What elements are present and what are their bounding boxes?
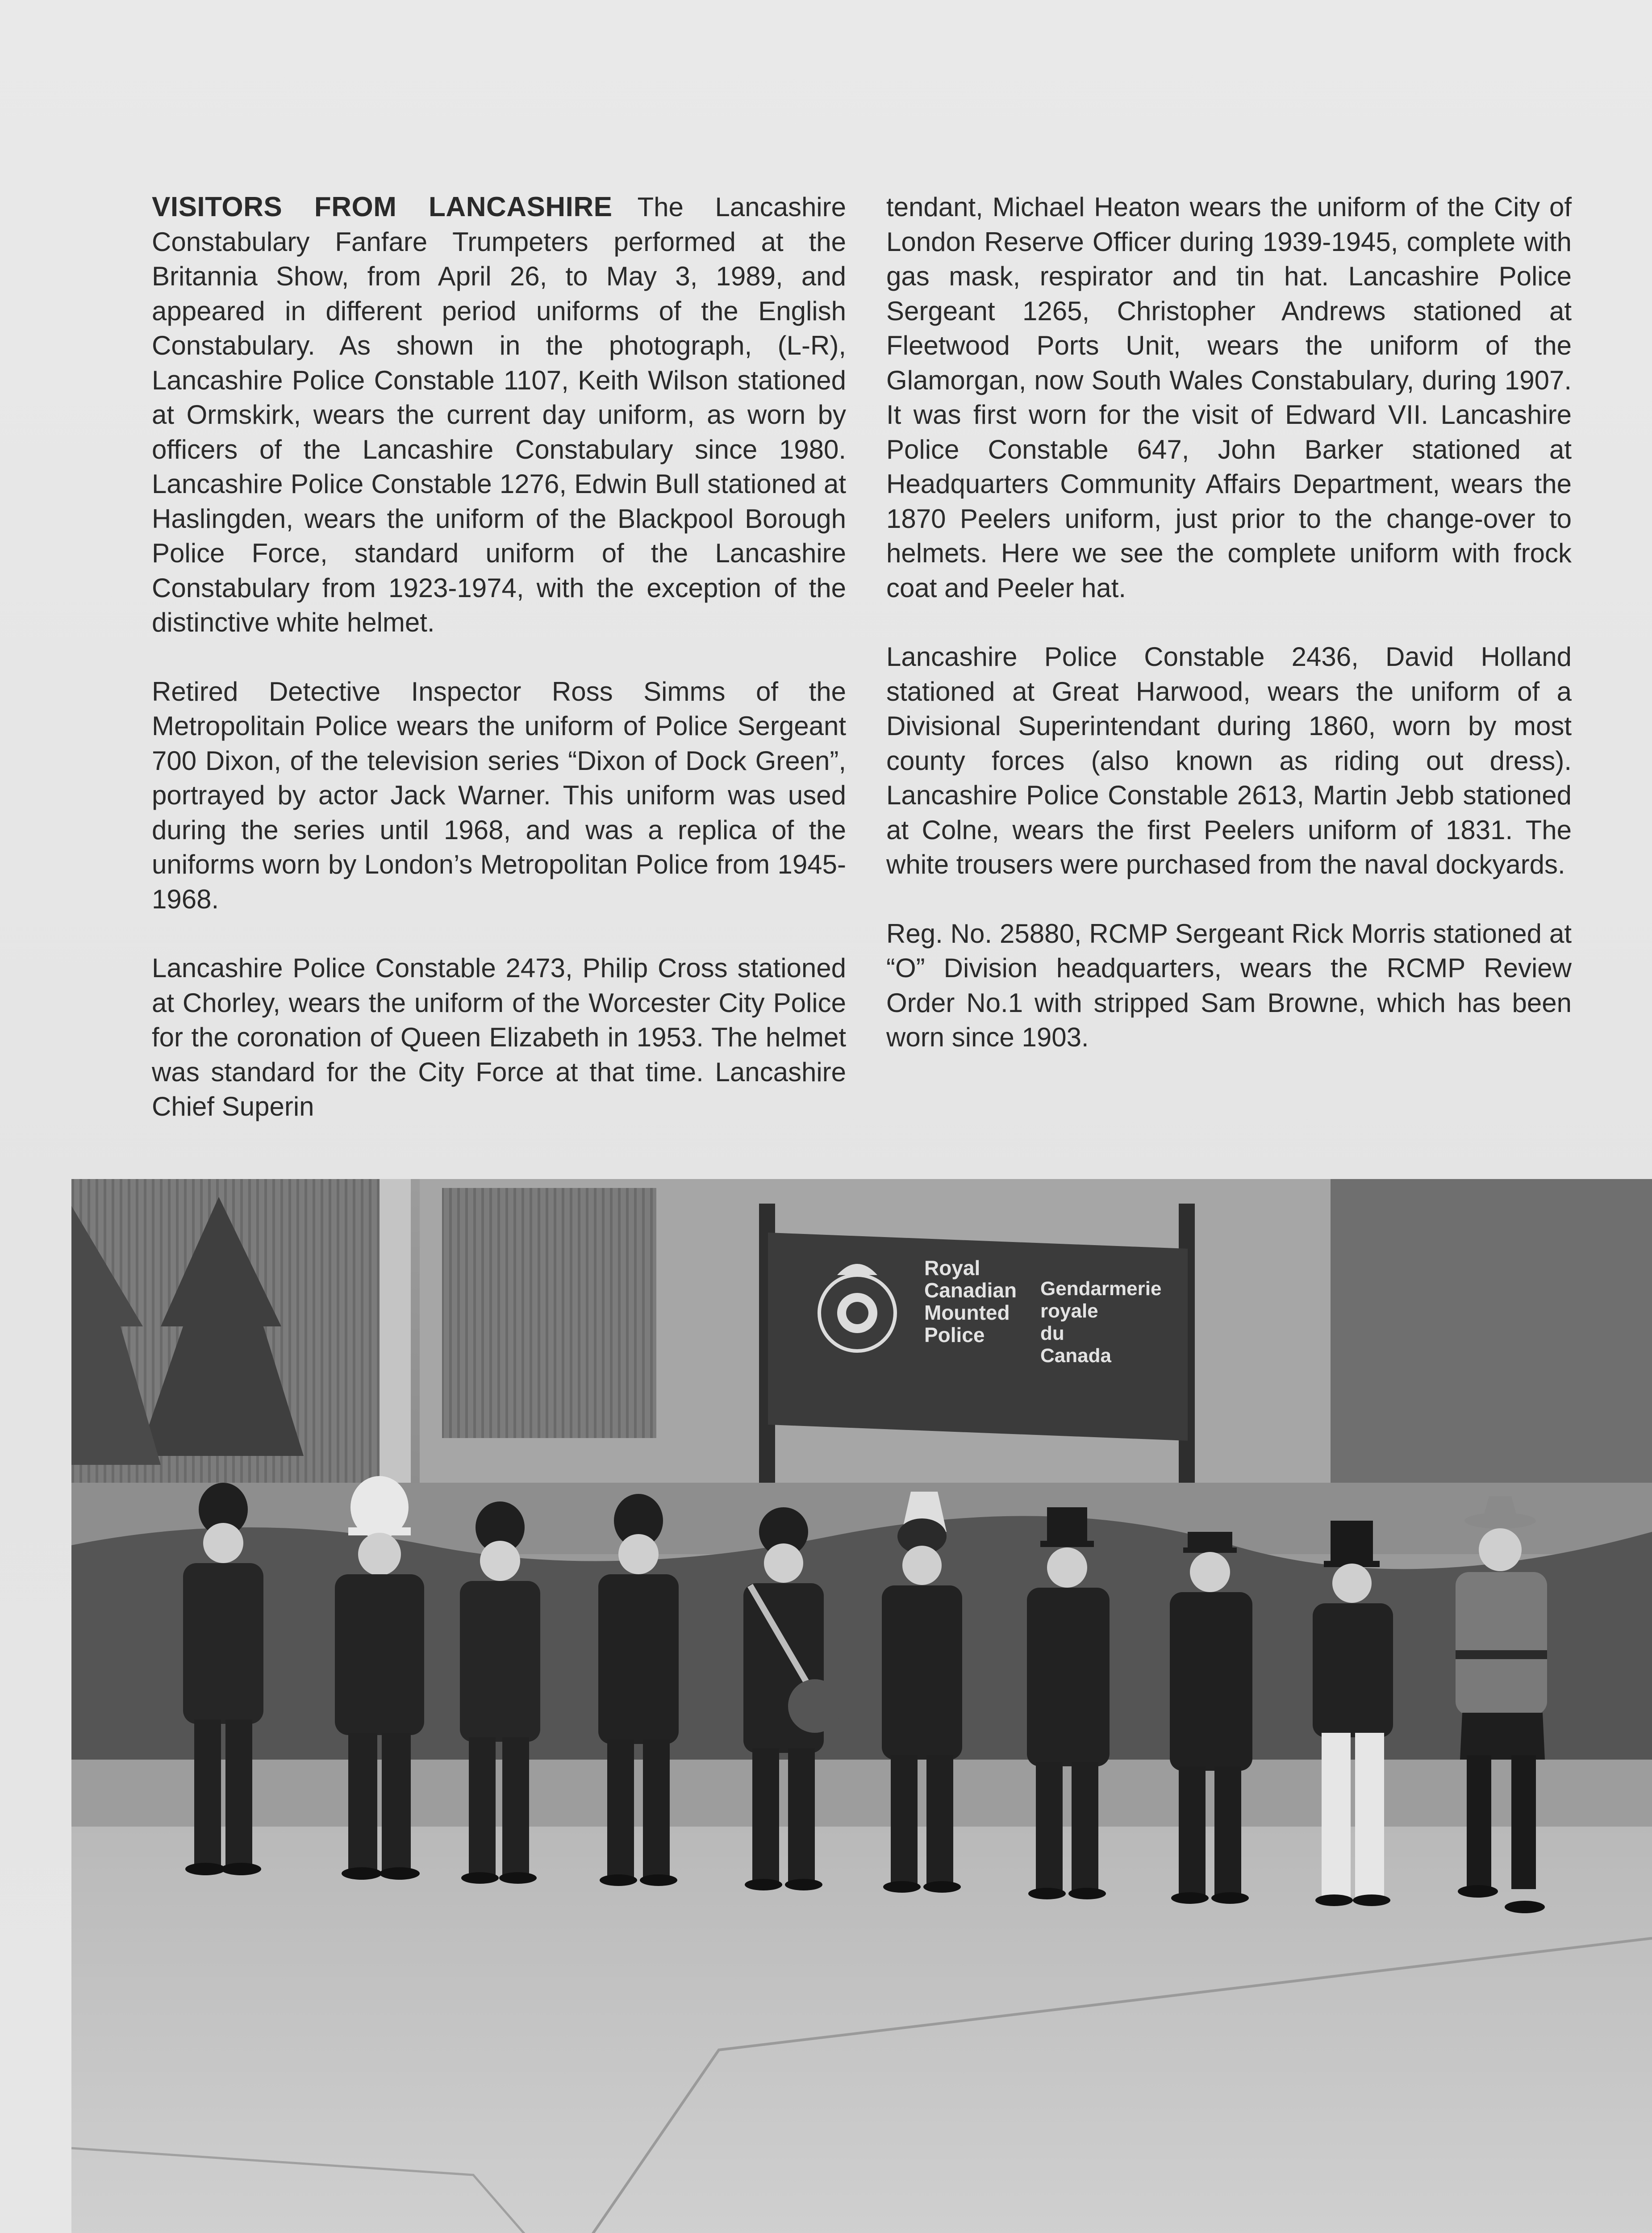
curb-wall (71, 1760, 1652, 1831)
sign-text-fr: Canada (1040, 1345, 1111, 1367)
article-paragraph (152, 190, 846, 640)
article-lead-heading: VISITORS FROM LANCASHIRE (152, 192, 613, 222)
pavement (71, 1827, 1652, 2233)
article-paragraph: Reg. No. 25880, RCMP Sergeant Rick Morris stationed at “O” Division headquarters, wears the RCMP Review Order No.1 with stripped Sam Browne, which has been worn since 1903. (886, 918, 1572, 1052)
building-window (442, 1188, 656, 1438)
sign-text-fr: du (1040, 1322, 1064, 1344)
article-paragraph: Retired Detective Inspector Ross Simms of the Metropolitain Police wears the uniform of Police Sergeant 700 Dixon, of the television series “Dixon of Dock Green”, portrayed by actor Jack Warner. This uniform was used during the series until 1968, and was a replica of the uniforms worn by London’s Metropolitan Police from 1945-1968. (152, 676, 846, 914)
article-paragraph: tendant, Michael Heaton wears the uniform of the City of London Reserve Officer during 1939-1945, complete with gas mask, respirator and tin hat. Lancashire Police Sergeant 1265, Christopher Andrews stationed at Fleetwood Ports Unit, wears the uniform of the Glamorgan, now South Wales Constabulary, during 1907. It was first worn for the visit of Edward VII. Lancashire Police Constable 647, John Barker stationed at Headquarters Community Affairs Department, wears the 1870 Peelers uniform, just prior to the change-over to helmets. Here we see the complete uniform with frock coat and Peeler hat. (886, 192, 1572, 603)
group-photograph (71, 1179, 1652, 2233)
article-right-column (886, 190, 1572, 1055)
article-paragraph: Lancashire Police Constable 2473, Philip Cross stationed at Chorley, wears the uniform of the Worcester City Police for the coronation of Queen Elizabeth in 1953. The helmet was standard for the City Force at that time. Lancashire Chief Superin (152, 953, 846, 1121)
sign-text-en: Royal (924, 1256, 980, 1280)
sign-text-en: Police (924, 1323, 985, 1346)
article-left-column (152, 190, 846, 1124)
sign-text-en: Canadian (924, 1279, 1017, 1302)
sign-text-fr: royale (1040, 1300, 1098, 1322)
sign-text-fr: Gendarmerie (1040, 1278, 1162, 1300)
building-right (1331, 1179, 1652, 1518)
article-paragraph-text: The Lancashire Constabulary Fanfare Trumpeters performed at the Britannia Show, from April 26, to May 3, 1989, and appeared in different period uniforms of the English Constabulary. As shown in the photograph, (L-R), Lancashire Police Constable 1107, Keith Wilson stationed at Ormskirk, wears the current day uniform, as worn by officers of the Lancashire Constabulary since 1980. Lancashire Police Constable 1276, Edwin Bull stationed at Haslingden, wears the uniform of the Blackpool Borough Police Force, standard uniform of the Lancashire Constabulary from 1923-1974, with the exception of the distinctive white helmet. (152, 192, 846, 637)
article-paragraph: Lancashire Police Constable 2436, David Holland stationed at Great Harwood, wears the uniform of a Divisional Superintendant during 1860, worn by most county forces (also known as riding out dress). Lancashire Police Constable 2613, Martin Jebb stationed at Colne, wears the first Peelers uniform of 1831. The white trousers were purchased from the naval dockyards. (886, 642, 1572, 879)
sign-text-en: Mounted (924, 1301, 1010, 1324)
